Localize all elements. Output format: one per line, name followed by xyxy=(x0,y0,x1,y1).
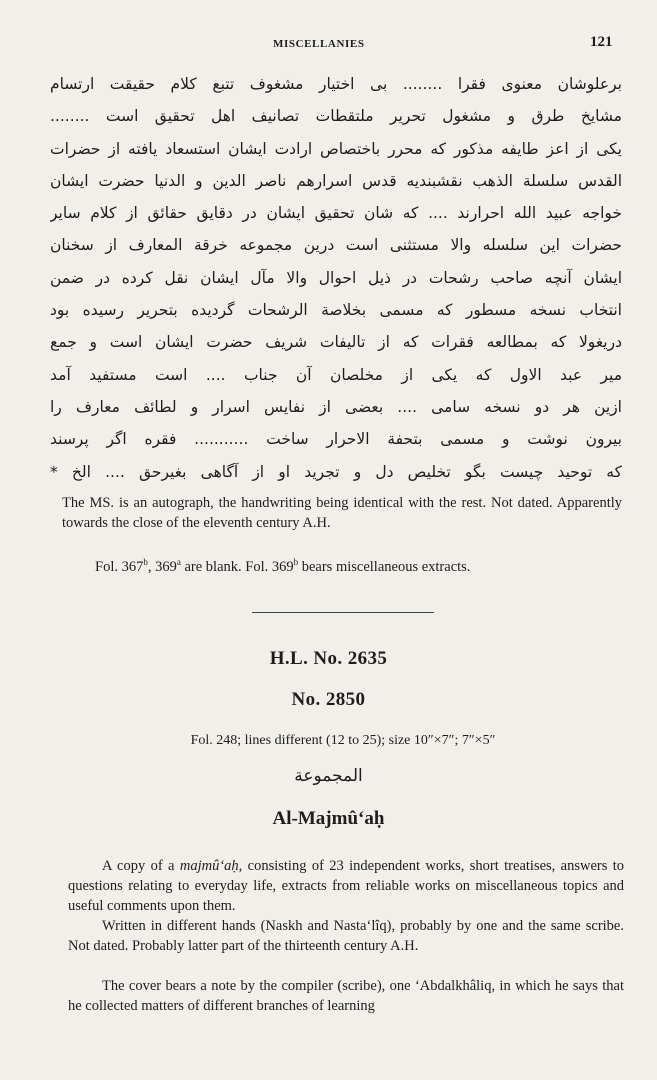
folio-superscript: b xyxy=(293,557,299,567)
description-text-part: , consisting of 23 independent works, short treatises, answers to questions relating to everyday life, extracts from reliable works on miscellaneous topics and useful comments upon them. xyxy=(68,858,625,914)
persian-line: خواجه عبید الله احرارند .... که شان تحقیق ایشان در دقایق حقائق از کلام سایر xyxy=(50,204,622,223)
description-paragraph-2 xyxy=(68,916,624,956)
description-text: The cover bears a note by the compiler (scribe), one ‘Abdalkhâliq, in which he says that he collected matters of different branches of learning xyxy=(68,978,624,1014)
persian-line: که توحید چیست بگو تخلیص دل و تجرید او از آگاهی بغیرحق .... الخ * xyxy=(50,462,622,481)
hl-number-heading: H.L. No. 2635 xyxy=(269,648,388,669)
work-title: Al-Majmû‘aḥ xyxy=(272,808,385,829)
persian-line: ایشان آنچه صاحب رشحات در ذیل احوال والا مآل ایشان نقل کرده در ضمن xyxy=(50,268,622,287)
persian-line: ازین هر دو نسخه سامی .... بعضی از نفایس اسرار و لطائف معارف را xyxy=(50,397,622,416)
running-title: MISCELLANIES xyxy=(273,38,365,50)
description-paragraph-1 xyxy=(68,856,624,916)
persian-line: حضرات این سلسله والا مستثنی است درین مجموعه خرقة المعارف از سخنان xyxy=(50,236,622,255)
persian-line: دریغولا که بمطالعه فقرات که از تالیفات شریف حضرت ایشان است و جمع xyxy=(50,333,622,352)
description-text-part: A copy of a xyxy=(102,858,180,874)
entry-number-heading: No. 2850 xyxy=(291,689,366,710)
section-divider xyxy=(252,612,434,613)
persian-line: بیرون نوشت و مسمی بتحفة الاحرار ساخت ........... فقره اگر پرسند xyxy=(50,430,622,449)
description-italic-term: majmû‘aḥ xyxy=(179,858,239,874)
ms-note xyxy=(62,493,622,533)
persian-text-block xyxy=(50,68,622,488)
folio-note xyxy=(95,557,635,576)
arabic-title: المجموعة xyxy=(294,766,363,786)
folio-note-part: Fol. 367 xyxy=(95,558,144,575)
folio-note-part: are blank. Fol. 369 xyxy=(180,558,294,575)
persian-line: برعلوشان معنوی فقرا ........ بی اختیار مشغوف تتبع کلام حقیقت ارتسام xyxy=(50,75,622,93)
folio-note-part: , 369 xyxy=(147,558,177,575)
persian-line: انتخاب نسخه مسطور که مسمی بخلاصة الرشحات گردیده بتحریر رسیده بود xyxy=(50,301,622,320)
description-text: Written in different hands (Naskh and Nasta‘lîq), probably by one and the same scribe. Not dated. Probably latter part of the thirteenth century A.H. xyxy=(68,918,624,954)
persian-line: یکی از اعز طایفه مذکور که محرر باختصاص ارادت ایشان استسعاد یافته از حضرات xyxy=(50,139,622,158)
folio-superscript: b xyxy=(143,557,148,567)
persian-line: القدس سلسلة الذهب نقشبندیه قدس اسرارهم ناصر الدین و الدنیا حضرت ایشان xyxy=(50,171,622,190)
page-number: 121 xyxy=(590,34,613,50)
persian-line: مشایخ طرق و مشغول تحریر ملتقطات تصانیف اهل تحقیق است ........ xyxy=(50,107,622,126)
physical-description: Fol. 248; lines different (12 to 25); size 10″×7″; 7″×5″ xyxy=(190,733,496,748)
persian-line: میر عبد الاول که یکی از مخلصان آن جناب .... است مستفید آمد xyxy=(50,365,622,384)
folio-note-part: bears miscellaneous extracts. xyxy=(298,558,471,575)
folio-superscript: a xyxy=(176,557,181,567)
running-head xyxy=(0,34,657,54)
description-text xyxy=(68,856,624,916)
ms-note-text: The MS. is an autograph, the handwriting being identical with the rest. Not dated. Apparently towards the close of the eleventh century A.H. xyxy=(62,495,622,531)
description-paragraph-3 xyxy=(68,976,624,1016)
